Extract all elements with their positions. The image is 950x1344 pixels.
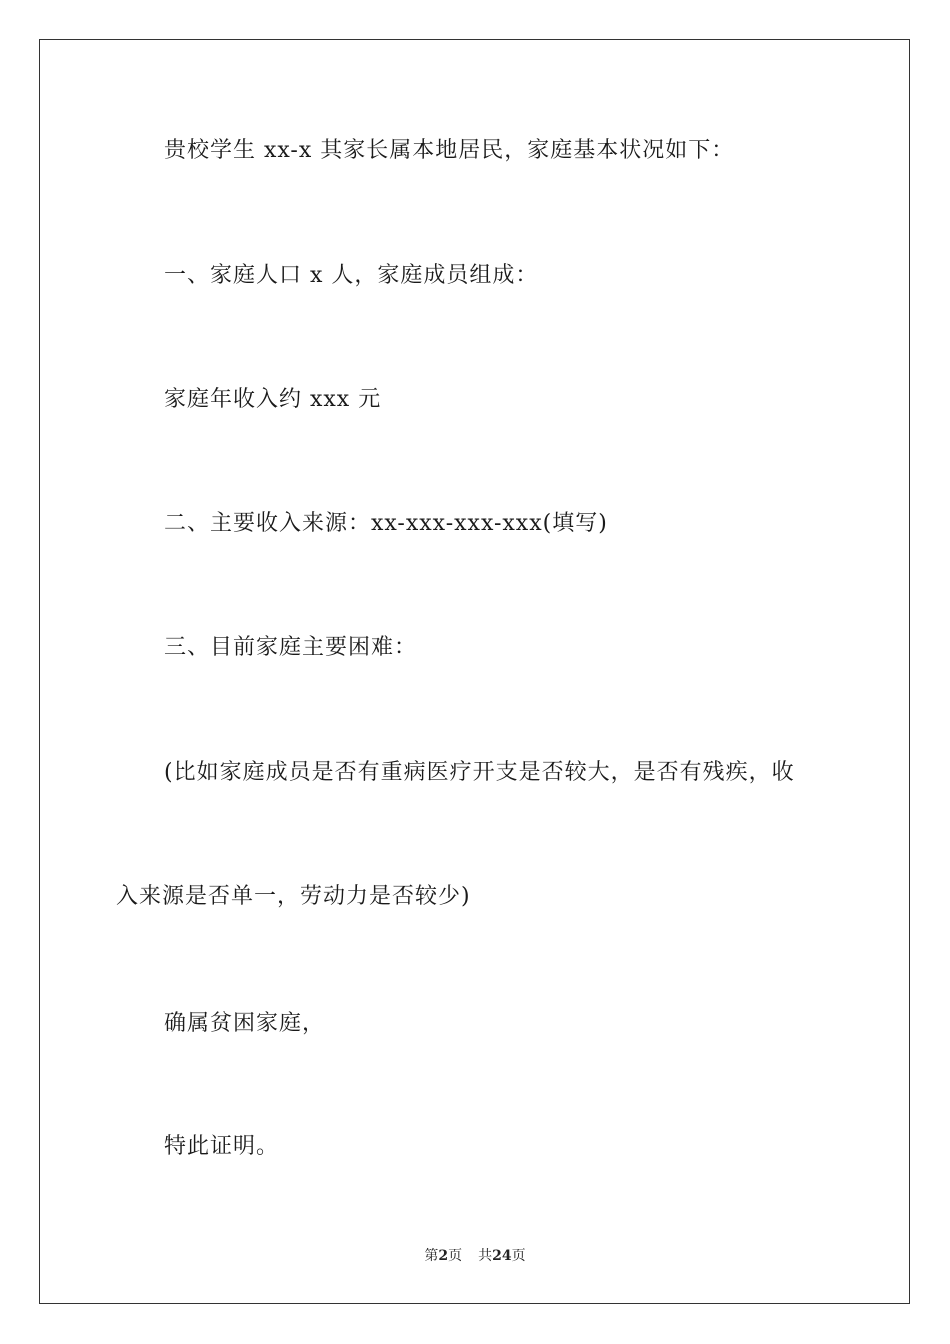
paragraph-household-size: 一、家庭人口 x 人，家庭成员组成： [164, 263, 539, 288]
footer-total-suffix: 页 [511, 1248, 526, 1264]
paragraph-intro: 贵校学生 xx-x 其家长属本地居民，家庭基本状况如下： [164, 138, 735, 163]
paragraph-income-source: 二、主要收入来源：xx-xxx-xxx-xxx(填写) [164, 511, 608, 536]
paragraph-example-line2: 入来源是否单一，劳动力是否较少) [116, 884, 471, 909]
paragraph-confirmation: 确属贫困家庭， [164, 1011, 326, 1036]
paragraph-difficulties: 三、目前家庭主要困难： [164, 635, 418, 660]
page-footer [0, 1246, 950, 1266]
paragraph-annual-income: 家庭年收入约 xxx 元 [164, 387, 382, 412]
footer-page-total: 24 [492, 1248, 512, 1264]
paragraph-certification: 特此证明。 [164, 1134, 280, 1159]
paragraph-example-line1: (比如家庭成员是否有重病医疗开支是否较大，是否有残疾，收 [164, 760, 795, 785]
footer-total-prefix: 共 [478, 1248, 493, 1264]
footer-page-suffix: 页 [448, 1248, 463, 1264]
footer-page-current: 2 [438, 1248, 449, 1264]
footer-page-prefix: 第 [424, 1248, 439, 1264]
page-border [39, 39, 910, 1304]
